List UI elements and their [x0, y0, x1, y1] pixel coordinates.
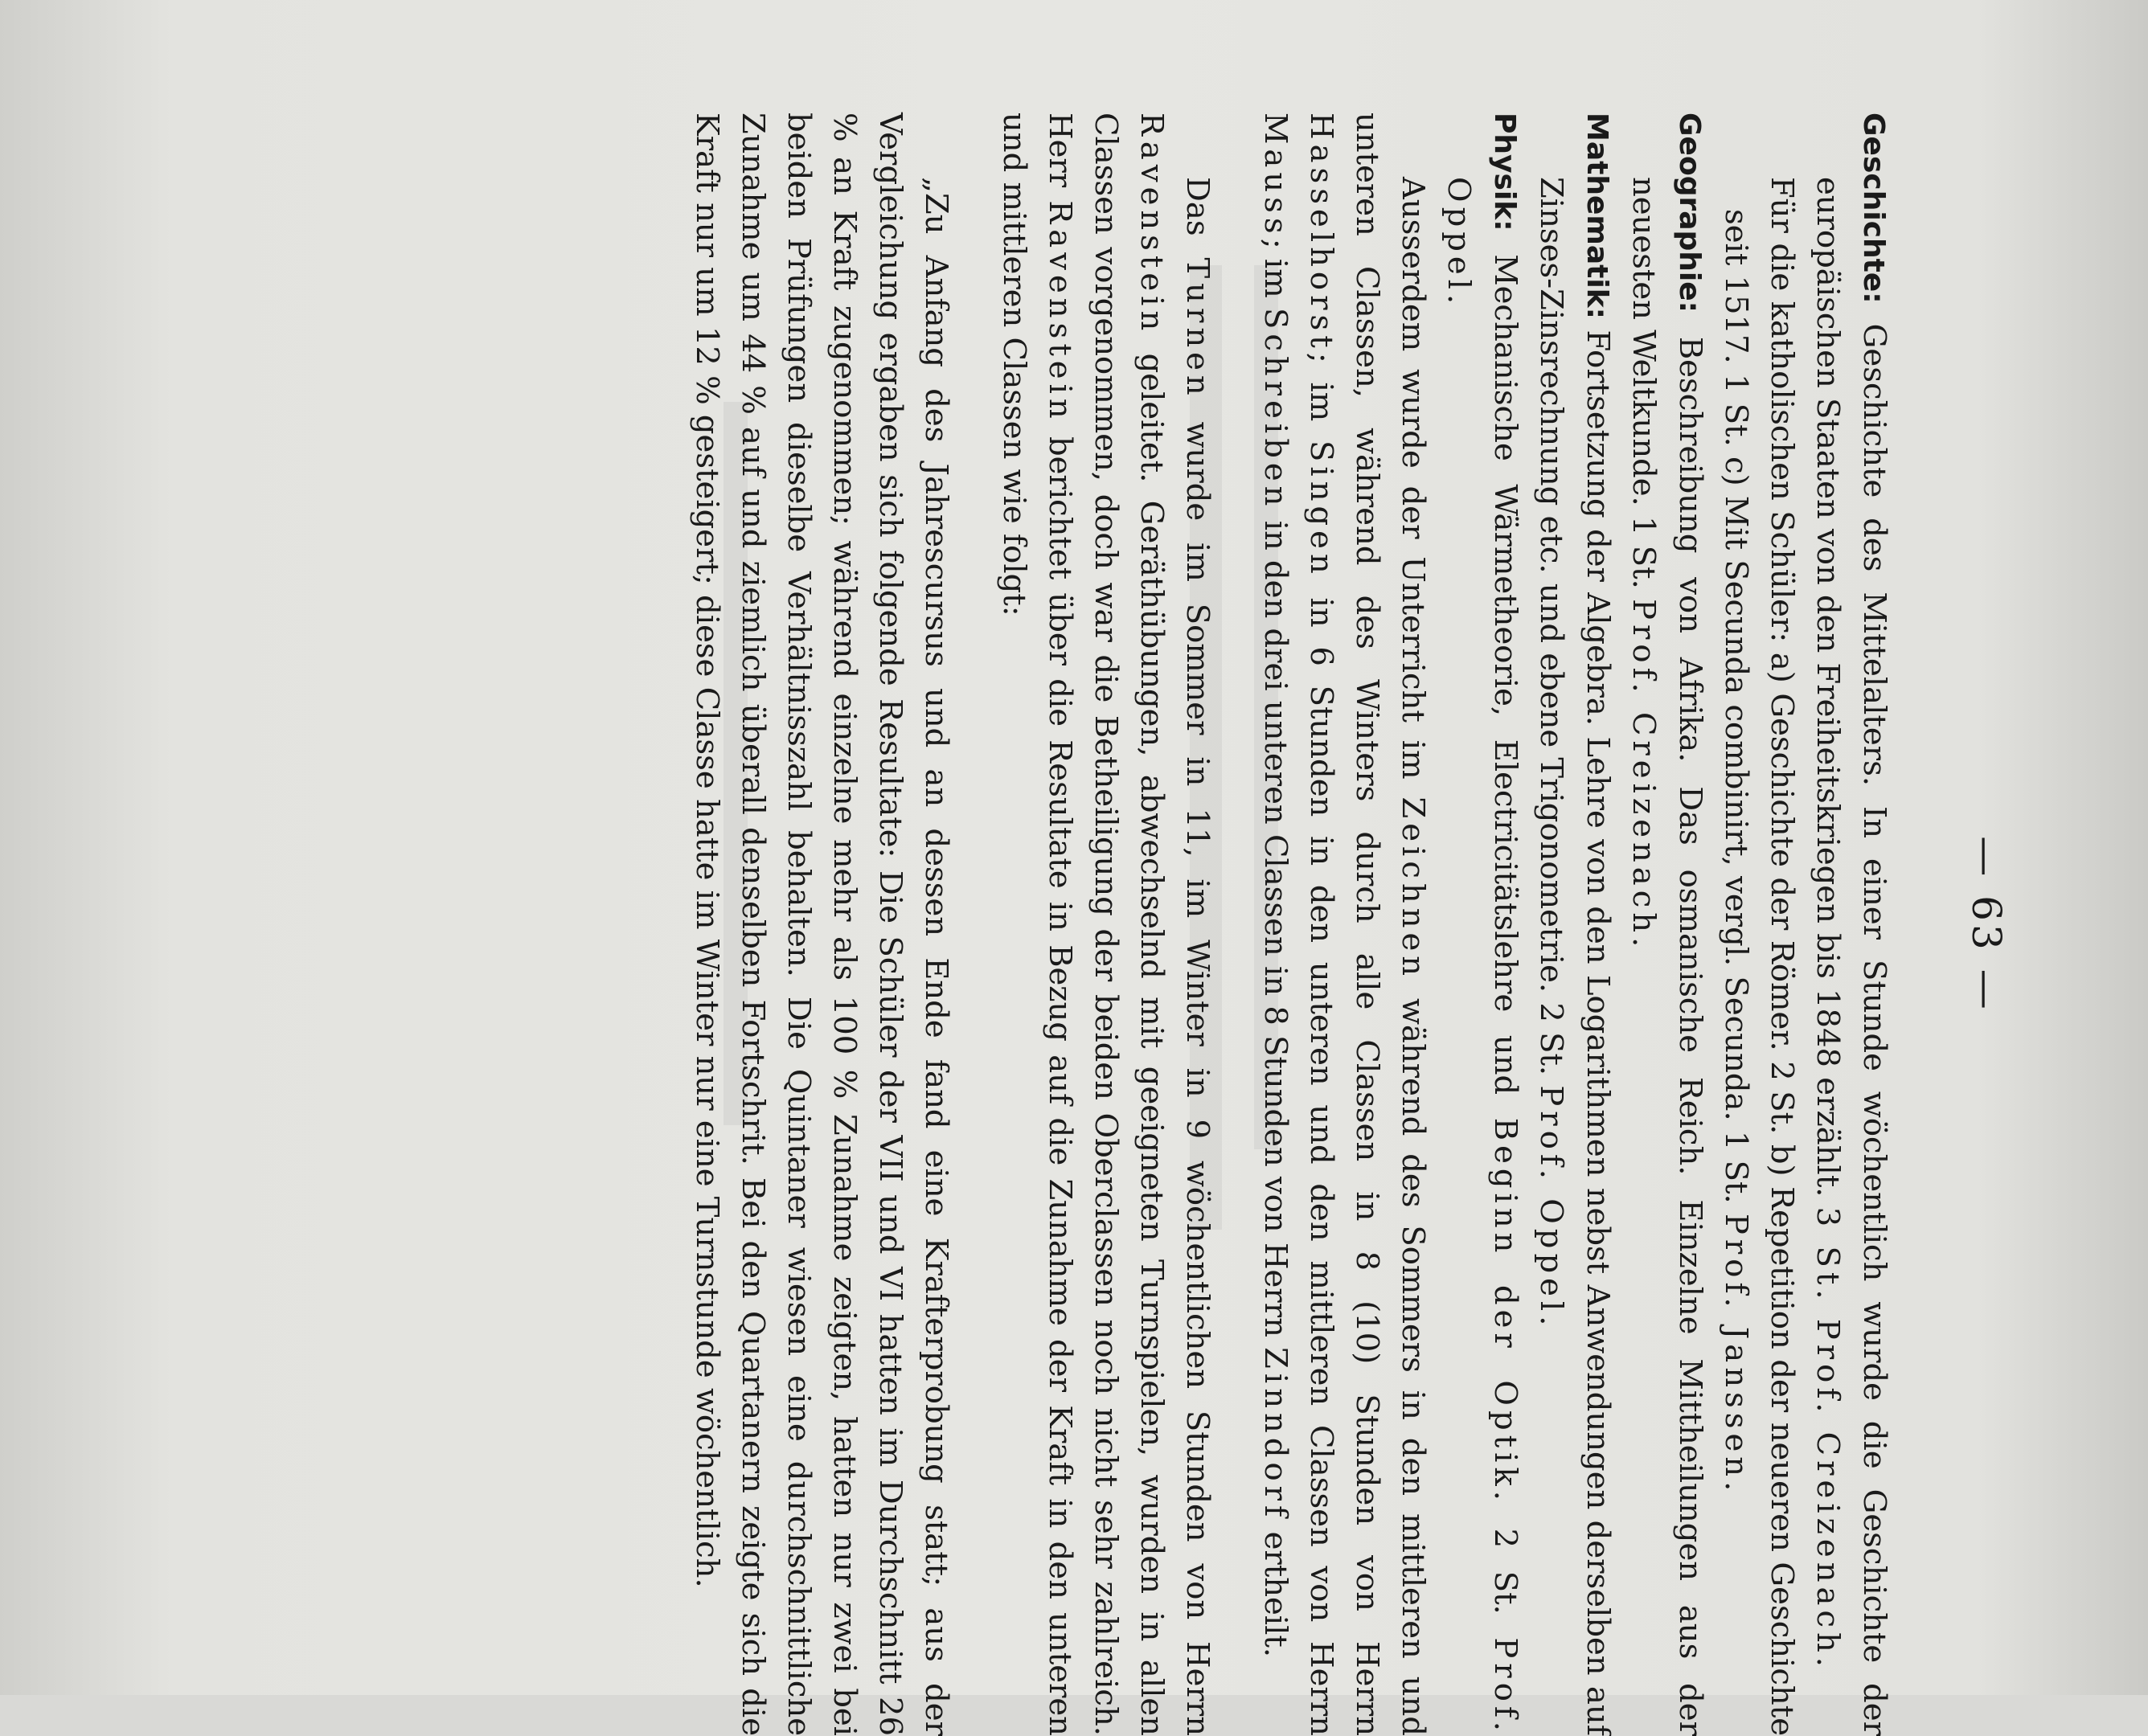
geographie-teacher: Prof. Creizenach.: [1625, 599, 1662, 952]
zeichnen-term: Zeichnen: [1395, 796, 1431, 981]
turnen-text-1: Das: [1179, 177, 1215, 236]
turnen-text-4: berichtet über die Resultate in Bezug auf die Zunahme der Kraft in den unteren und mittleren Classen wie folgt:: [996, 113, 1078, 1736]
katholisch-text: Für die katholischen Schüler: a) Geschichte der Römer. 2 St. b) Repetition der neueren Geschichte seit 1517. 1 St. c) Mit Secunda combinirt, vergl. Secunda. 1 St.: [1718, 177, 1800, 1736]
physik-text: Mechanische Wärmetheorie, Electricitätslehre und: [1487, 254, 1523, 1095]
ausserdem-text-2: während des Sommers in den mittleren und unteren Classen, während des Winters durch alle Classen in 8 (10) Stunden von Herrn: [1349, 113, 1431, 1736]
singen-term: Singen: [1303, 440, 1339, 579]
rotated-page: [40, 113, 2010, 1736]
geographie-paragraph: [1621, 113, 1713, 1736]
katholisch-paragraph: [1713, 113, 1805, 1736]
geographie-text: Beschreibung von Afrika. Das osmanische Reich. Einzelne Mittheilungen aus der neuesten Weltkunde. 1 St.: [1625, 177, 1708, 1736]
ausserdem-text-6: in den drei unteren Classen in 8 Stunden von Herrn: [1257, 520, 1293, 1337]
teacher-mauss: Mauss: [1257, 113, 1293, 239]
mathematik-text: Fortsetzung der Algebra. Lehre von den Logarithmen nebst Anwendungen derselben auf Zinses-Zinsrechnung etc. und ebene Trigonometrie. 2 St.: [1533, 177, 1616, 1736]
physik-spaced-text: Beginn der Optik.: [1487, 1117, 1523, 1505]
ausserdem-text-5: ; im: [1257, 238, 1293, 298]
geschichte-teacher: 3 St. Prof. Creizenach.: [1810, 1206, 1846, 1673]
paragraph-gap: [1220, 113, 1252, 1736]
ausserdem-text-1: Ausserdem wurde der Unterricht im: [1395, 177, 1431, 780]
ausserdem-text-3: ; im: [1303, 352, 1339, 422]
katholisch-teacher: Prof. Janssen.: [1718, 1213, 1754, 1496]
physik-heading: Physik:: [1488, 113, 1521, 231]
teacher-hasselhorst: Hasselhorst: [1303, 113, 1339, 353]
geschichte-paragraph: [1805, 113, 1897, 1736]
teacher-ravenstein: Ravenstein: [1133, 113, 1170, 336]
turnen-term: Turnen: [1179, 257, 1215, 400]
quote-paragraph: „Zu Anfang des Jahrescursus und an dessen Ende fand eine Krafterprobung statt; aus der Vergleichung ergaben sich folgende Resultate: Die Schüler der VII und VI hatten im Durchschnitt 26 % an Kraft zugenommen; während einzelne mehr als 100 % Zunahme zeigten, hatten nur zwei bei beiden Prüfungen dieselbe Verhältnisszahl behalten. Die Quintaner wiesen eine durchschnittliche Zunahme um 44 % auf und ziemlich überall denselben Fortschrit. Bei den Quartanern zeigte sich die Kraft nur um 12 % gesteigert; diese Classe hatte im Winter nur eine Turnstunde wöchentlich.: [689, 113, 954, 1736]
teacher-zinndorf: Zinndorf: [1257, 1347, 1293, 1522]
ausserdem-text-7: ertheilt.: [1257, 1531, 1293, 1658]
ausserdem-text-4: in 6 Stunden in den unteren und den mittleren Classen von Herrn: [1303, 597, 1339, 1736]
turnen-text-2: wurde im Sommer in 11, im Winter in 9 wöchentlichen Stunden von Herrn: [1179, 421, 1215, 1736]
page-number: — 63 —: [1963, 836, 2010, 1013]
paragraph-gap: [959, 113, 991, 1736]
turnen-text-3: geleitet. Geräthübungen, abwechselnd mit geeigneten Turnspielen, wurden in allen Classen vorgenommen, doch war die Betheiligung der beiden Oberclassen noch nicht sehr zahlreich. Herr: [1042, 113, 1170, 1736]
mathematik-paragraph: [1528, 113, 1621, 1736]
geschichte-heading: Geschichte:: [1857, 113, 1890, 304]
geschichte-text: Geschichte des Mittelalters. In einer Stunde wöchentlich wurde die Geschichte der europäischen Staaten von den Freiheitskriegen bis 1848 erzählt.: [1810, 177, 1892, 1736]
ausserdem-paragraph: [1252, 113, 1436, 1736]
geographie-heading: Geographie:: [1673, 113, 1706, 313]
schreiben-term: Schreiben: [1257, 307, 1293, 511]
physik-hours: 2 St.: [1487, 1528, 1523, 1615]
physik-teacher: Prof. Oppel.: [1441, 177, 1523, 1736]
teacher-ravenstein-2: Ravenstein: [1042, 200, 1078, 424]
mathematik-teacher: Prof. Oppel.: [1533, 1085, 1569, 1331]
physik-paragraph: [1436, 113, 1528, 1736]
mathematik-heading: Mathematik:: [1580, 113, 1613, 320]
turnen-paragraph: [991, 113, 1220, 1736]
page-body: [684, 113, 1897, 1736]
